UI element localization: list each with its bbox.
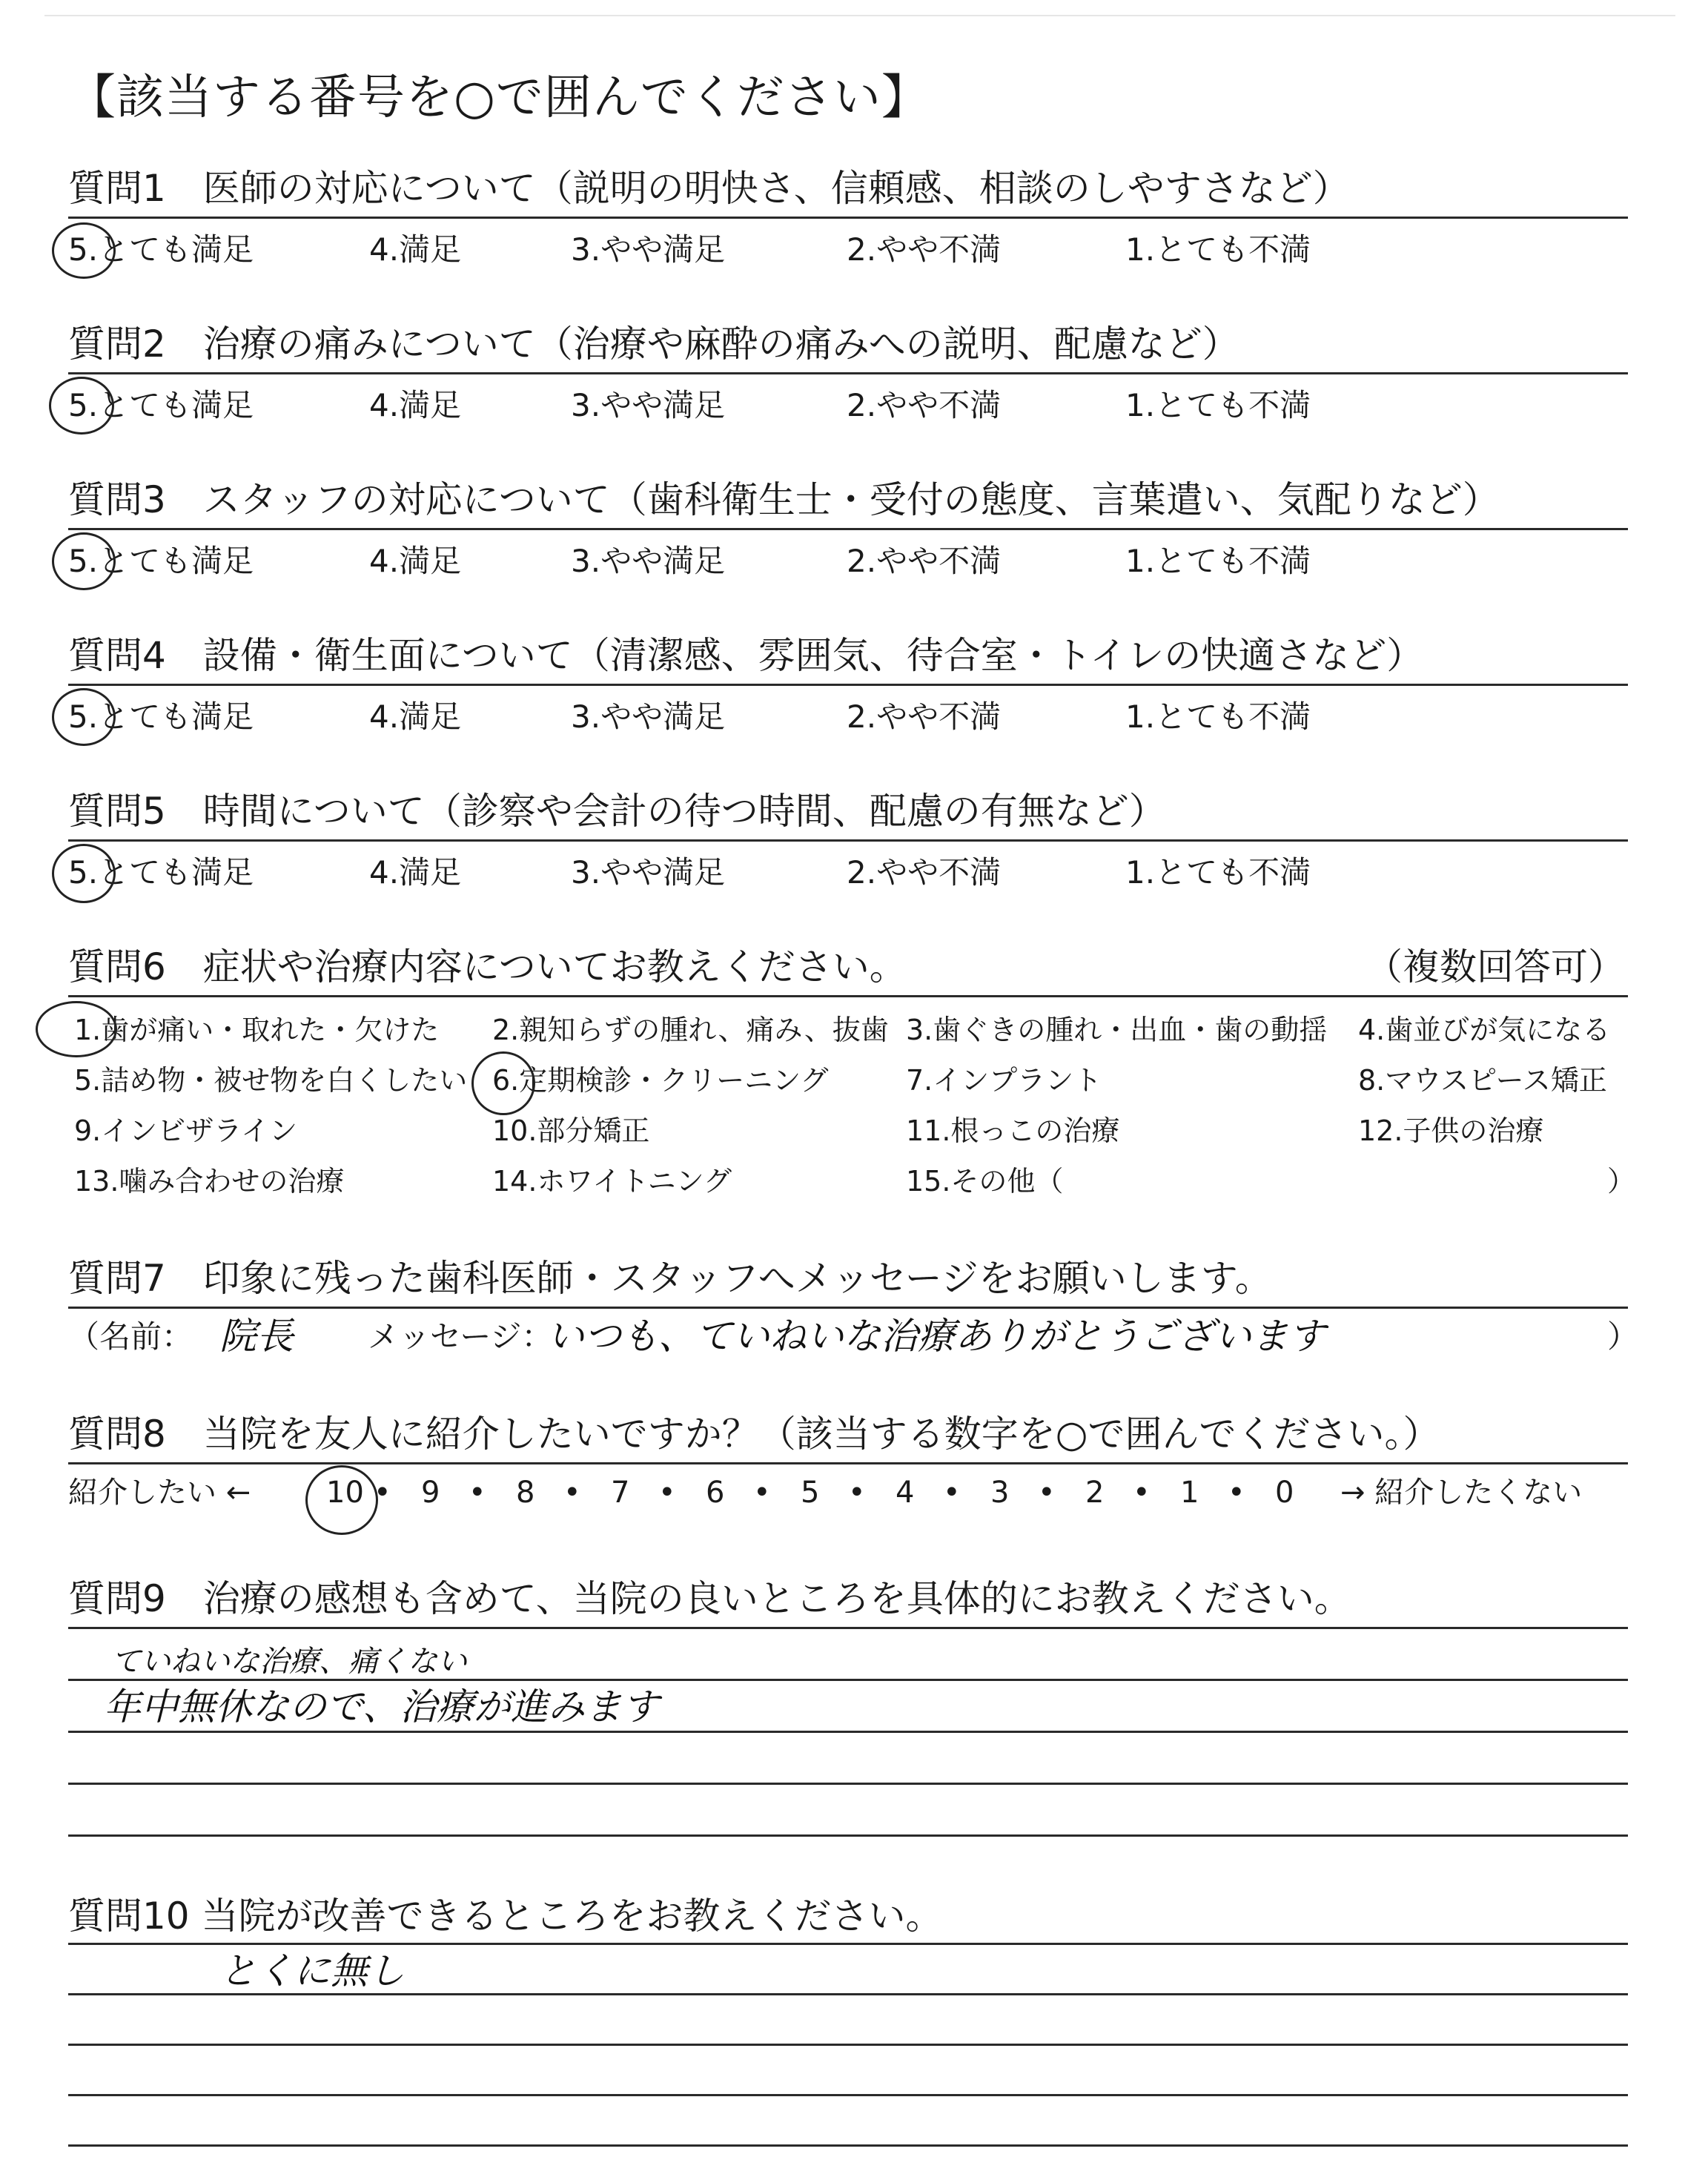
question-7-label: 質問7 印象に残った歯科医師・スタッフへメッセージをお願いします。 <box>68 1257 1272 1300</box>
q7-name-value[interactable]: 院長 <box>219 1315 294 1358</box>
question-10-rule-2 <box>68 1993 1628 1995</box>
q7-message-value[interactable]: いつも、ていねいな治療ありがとうございます <box>547 1315 1325 1358</box>
q8-scale-separator: • <box>658 1476 676 1510</box>
q8-scale-separator: • <box>1038 1476 1056 1510</box>
q8-scale-value-0[interactable]: 0 <box>1275 1476 1294 1510</box>
q3-option-2[interactable]: 2.やや不満 <box>847 543 1002 579</box>
q3-option-5[interactable]: 5.とても満足 <box>68 543 254 579</box>
q6-option-8[interactable]: 8.マウスピース矯正 <box>1358 1064 1607 1097</box>
q8-scale-separator: • <box>848 1476 866 1510</box>
q1-option-2[interactable]: 2.やや不満 <box>847 231 1002 268</box>
question-8-rule <box>68 1462 1628 1464</box>
q1-option-4[interactable]: 4.満足 <box>369 231 462 268</box>
q8-scale-value-3[interactable]: 3 <box>990 1476 1010 1510</box>
q6-option-5[interactable]: 5.詰め物・被せ物を白くしたい <box>74 1064 468 1097</box>
q6-option-4[interactable]: 4.歯並びが気になる <box>1358 1014 1611 1046</box>
question-4-rule <box>68 684 1628 686</box>
question-9-rule-1 <box>68 1627 1628 1629</box>
page-top-edge <box>44 15 1675 16</box>
q2-option-5[interactable]: 5.とても満足 <box>68 387 254 423</box>
q9-answer-line-2[interactable]: 年中無休なので、治療が進みます <box>104 1685 659 1728</box>
q4-option-1[interactable]: 1.とても不満 <box>1125 698 1311 735</box>
question-9-label: 質問9 治療の感想も含めて、当院の良いところを具体的にお教えください。 <box>68 1577 1351 1620</box>
q4-option-3[interactable]: 3.やや満足 <box>571 698 726 735</box>
q6-answer-circle-6 <box>471 1051 535 1115</box>
q6-option-1[interactable]: 1.歯が痛い・取れた・欠けた <box>74 1014 440 1046</box>
q6-option-9[interactable]: 9.インビザライン <box>74 1114 298 1147</box>
question-1-label: 質問1 医師の対応について（説明の明快さ、信頼感、相談のしやすさなど） <box>68 167 1350 210</box>
q9-answer-line-1[interactable]: ていねいな治療、痛くない <box>111 1645 467 1679</box>
q2-option-2[interactable]: 2.やや不満 <box>847 387 1002 423</box>
question-6-rule <box>68 995 1628 997</box>
q10-answer-line-1[interactable]: とくに無し <box>219 1949 405 1992</box>
q1-option-1[interactable]: 1.とても不満 <box>1125 231 1311 268</box>
q5-option-2[interactable]: 2.やや不満 <box>847 854 1002 891</box>
q1-answer-circle <box>52 222 116 279</box>
question-3-label: 質問3 スタッフの対応について（歯科衛生士・受付の態度、言葉遣い、気配りなど） <box>68 478 1500 521</box>
question-10-rule-1 <box>68 1943 1628 1945</box>
question-6-note: （複数回答可） <box>1366 945 1625 988</box>
q8-scale-value-5[interactable]: 5 <box>801 1476 820 1510</box>
q8-scale-separator: • <box>753 1476 771 1510</box>
page-title: 【該当する番号を○で囲んでください】 <box>68 70 930 125</box>
question-9-rule-2 <box>68 1679 1628 1681</box>
q6-option-3[interactable]: 3.歯ぐきの腫れ・出血・歯の動揺 <box>906 1014 1328 1046</box>
q7-message-label: メッセージ： <box>368 1318 553 1355</box>
q2-option-4[interactable]: 4.満足 <box>369 387 462 423</box>
q4-option-4[interactable]: 4.満足 <box>369 698 462 735</box>
q6-option-7[interactable]: 7.インプラント <box>906 1064 1102 1097</box>
question-9-rule-3 <box>68 1731 1628 1733</box>
q8-scale-value-2[interactable]: 2 <box>1085 1476 1105 1510</box>
q8-scale <box>326 1473 1379 1513</box>
question-6-label: 質問6 症状や治療内容についてお教えください。 <box>68 945 907 988</box>
q8-scale-separator: • <box>943 1476 961 1510</box>
q6-option-12[interactable]: 12.子供の治療 <box>1358 1114 1544 1147</box>
q6-option-15[interactable]: 15.その他（ <box>906 1165 1064 1198</box>
q8-scale-value-7[interactable]: 7 <box>611 1476 630 1510</box>
q8-scale-separator: • <box>374 1476 391 1510</box>
q8-scale-value-9[interactable]: 9 <box>421 1476 440 1510</box>
q5-option-3[interactable]: 3.やや満足 <box>571 854 726 891</box>
question-10-rule-5 <box>68 2144 1628 2147</box>
q8-scale-value-1[interactable]: 1 <box>1180 1476 1199 1510</box>
q7-close-paren: ） <box>1607 1318 1639 1355</box>
q3-answer-circle <box>52 532 116 590</box>
question-3-rule <box>68 528 1628 530</box>
q3-option-3[interactable]: 3.やや満足 <box>571 543 726 579</box>
q2-option-3[interactable]: 3.やや満足 <box>571 387 726 423</box>
q5-option-1[interactable]: 1.とても不満 <box>1125 854 1311 891</box>
question-2-label: 質問2 治療の痛みについて（治療や麻酔の痛みへの説明、配慮など） <box>68 323 1239 366</box>
question-10-rule-3 <box>68 2044 1628 2046</box>
question-1-rule <box>68 217 1628 219</box>
q5-answer-circle <box>52 844 116 903</box>
q4-option-2[interactable]: 2.やや不満 <box>847 698 1002 735</box>
q2-option-1[interactable]: 1.とても不満 <box>1125 387 1311 423</box>
q8-left-label: 紹介したい ← <box>68 1476 251 1510</box>
question-7-rule <box>68 1307 1628 1309</box>
q5-option-5[interactable]: 5.とても満足 <box>68 854 254 891</box>
q8-scale-separator: • <box>1228 1476 1245 1510</box>
q4-option-5[interactable]: 5.とても満足 <box>68 698 254 735</box>
question-5-label: 質問5 時間について（診察や会計の待つ時間、配慮の有無など） <box>68 790 1166 833</box>
q6-option-2[interactable]: 2.親知らずの腫れ、痛み、抜歯 <box>492 1014 889 1046</box>
q6-option-6[interactable]: 6.定期検診・クリーニング <box>492 1064 829 1097</box>
q6-option-11[interactable]: 11.根っこの治療 <box>906 1114 1120 1147</box>
q4-answer-circle <box>52 688 116 746</box>
q6-option-14[interactable]: 14.ホワイトニング <box>492 1165 732 1198</box>
question-4-label: 質問4 設備・衛生面について（清潔感、雰囲気、待合室・トイレの快適さなど） <box>68 634 1424 677</box>
q8-scale-separator: • <box>563 1476 581 1510</box>
q8-scale-value-4[interactable]: 4 <box>896 1476 915 1510</box>
q8-scale-separator: • <box>1133 1476 1151 1510</box>
q7-name-label: （名前： <box>68 1318 193 1355</box>
question-5-rule <box>68 839 1628 842</box>
question-9-rule-4 <box>68 1783 1628 1785</box>
question-10-label: 質問10 当院が改善できるところをお教えください。 <box>68 1895 943 1938</box>
q3-option-4[interactable]: 4.満足 <box>369 543 462 579</box>
q8-scale-value-10[interactable]: 10 <box>326 1476 364 1510</box>
q6-option-13[interactable]: 13.噛み合わせの治療 <box>74 1165 345 1198</box>
q8-right-label: → 紹介したくない <box>1340 1476 1583 1510</box>
q8-scale-separator: • <box>469 1476 486 1510</box>
question-8-label: 質問8 当院を友人に紹介したいですか？（該当する数字を○で囲んでください。） <box>68 1413 1440 1456</box>
q6-answer-circle-1 <box>36 1001 117 1057</box>
q1-option-3[interactable]: 3.やや満足 <box>571 231 726 268</box>
question-10-rule-4 <box>68 2094 1628 2096</box>
question-2-rule <box>68 372 1628 374</box>
q1-option-5[interactable]: 5.とても満足 <box>68 231 254 268</box>
q5-option-4[interactable]: 4.満足 <box>369 854 462 891</box>
q6-option-15-close: ） <box>1607 1165 1636 1198</box>
q8-scale-value-8[interactable]: 8 <box>516 1476 535 1510</box>
q6-option-10[interactable]: 10.部分矯正 <box>492 1114 650 1147</box>
q3-option-1[interactable]: 1.とても不満 <box>1125 543 1311 579</box>
q8-scale-value-6[interactable]: 6 <box>706 1476 725 1510</box>
q2-answer-circle <box>49 377 114 435</box>
question-9-rule-5 <box>68 1834 1628 1837</box>
q8-answer-circle <box>305 1465 378 1535</box>
